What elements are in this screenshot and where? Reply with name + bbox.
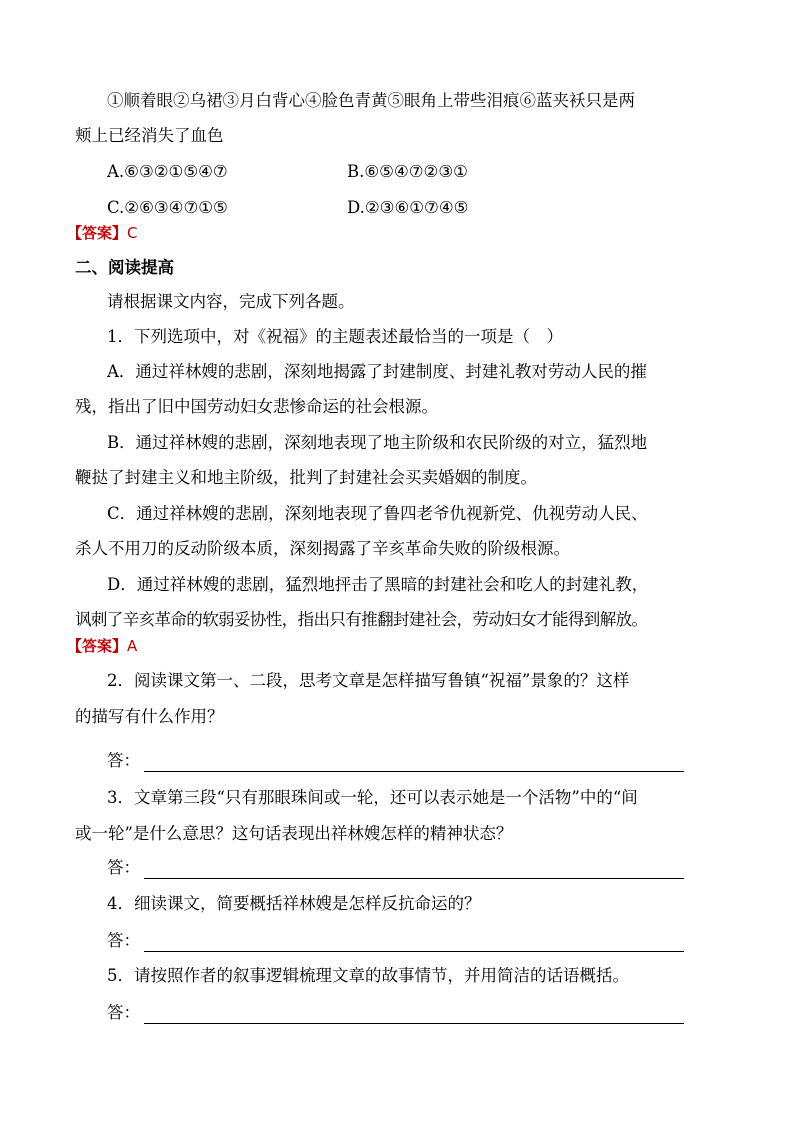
q1-option-c-line: C．通过祥林嫂的悲剧，深刻地表现了鲁四老爷仇视新党、仇视劳动人民、 [107, 504, 648, 523]
answer-blank-line[interactable] [144, 1005, 684, 1024]
q1-option-b-line: 鞭挞了封建主义和地主阶级，批判了封建社会买卖婚姻的制度。 [75, 468, 537, 487]
instruction-text: 请根据课文内容，完成下列各题。 [107, 292, 355, 311]
answer-label: 答： [107, 931, 140, 950]
question-1: 1．下列选项中，对《祝福》的主题表述最恰当的一项是（ ） [107, 327, 563, 346]
answer-line [67, 635, 137, 657]
answer-blank-line[interactable] [144, 753, 684, 772]
question-text-line: 颊上已经消失了血色 [75, 126, 224, 145]
q1-option-d-line: 讽刺了辛亥革命的软弱妥协性，指出只有推翻封建社会，劳动妇女才能得到解放。 [75, 610, 648, 629]
q1-option-a-line: A．通过祥林嫂的悲剧，深刻地揭露了封建制度、封建礼教对劳动人民的摧 [107, 362, 647, 381]
option-b: B.⑥⑤④⑦②③① [347, 162, 468, 181]
answer-row [107, 750, 684, 772]
answer-row [107, 1002, 684, 1024]
answer-value: A [127, 637, 138, 655]
option-c: C.②⑥③④⑦①⑤ [107, 198, 228, 217]
answer-label: 答： [107, 1003, 140, 1022]
question-3: 或一轮”是什么意思？这句话表现出祥林嫂怎样的精神状态？ [75, 824, 513, 843]
q1-option-a-line: 残，指出了旧中国劳动妇女悲惨命运的社会根源。 [75, 397, 438, 416]
answer-tag: 【答案】 [67, 224, 128, 242]
question-2: 的描写有什么作用？ [75, 707, 224, 726]
answer-tag: 【答案】 [67, 637, 128, 655]
question-2: 2．阅读课文第一、二段，思考文章是怎样描写鲁镇“祝福”景象的？这样 [107, 671, 630, 690]
q1-option-c-line: 杀人不用刀的反动阶级本质，深刻揭露了辛亥革命失败的阶级根源。 [75, 539, 570, 558]
question-3: 3．文章第三段“只有那眼珠间或一轮，还可以表示她是一个活物”中的“间 [107, 788, 638, 807]
answer-label: 答： [107, 858, 140, 877]
answer-row [107, 857, 684, 879]
answer-value: C [127, 224, 138, 242]
question-4: 4．细读课文，简要概括祥林嫂是怎样反抗命运的？ [107, 894, 481, 913]
q1-option-d-line: D．通过祥林嫂的悲剧，猛烈地抨击了黑暗的封建社会和吃人的封建礼教， [107, 575, 649, 594]
section-heading: 二、阅读提高 [75, 258, 174, 277]
q1-option-b-line: B．通过祥林嫂的悲剧，深刻地表现了地主阶级和农民阶级的对立，猛烈地 [107, 433, 648, 452]
question-text-line: ①顺着眼②乌裙③月白背心④脸色青黄⑤眼角上带些泪痕⑥蓝夹袄只是两 [107, 91, 635, 110]
option-row [107, 197, 469, 219]
question-5: 5．请按照作者的叙事逻辑梳理文章的故事情节，并用简洁的话语概括。 [107, 966, 629, 985]
answer-label: 答： [107, 751, 140, 770]
answer-row [107, 930, 684, 952]
answer-blank-line[interactable] [144, 933, 684, 952]
option-d: D.②③⑥①⑦④⑤ [347, 198, 469, 217]
answer-line [67, 222, 138, 244]
answer-blank-line[interactable] [144, 860, 684, 879]
option-row [107, 161, 468, 183]
option-a: A.⑥③②①⑤④⑦ [107, 162, 228, 181]
